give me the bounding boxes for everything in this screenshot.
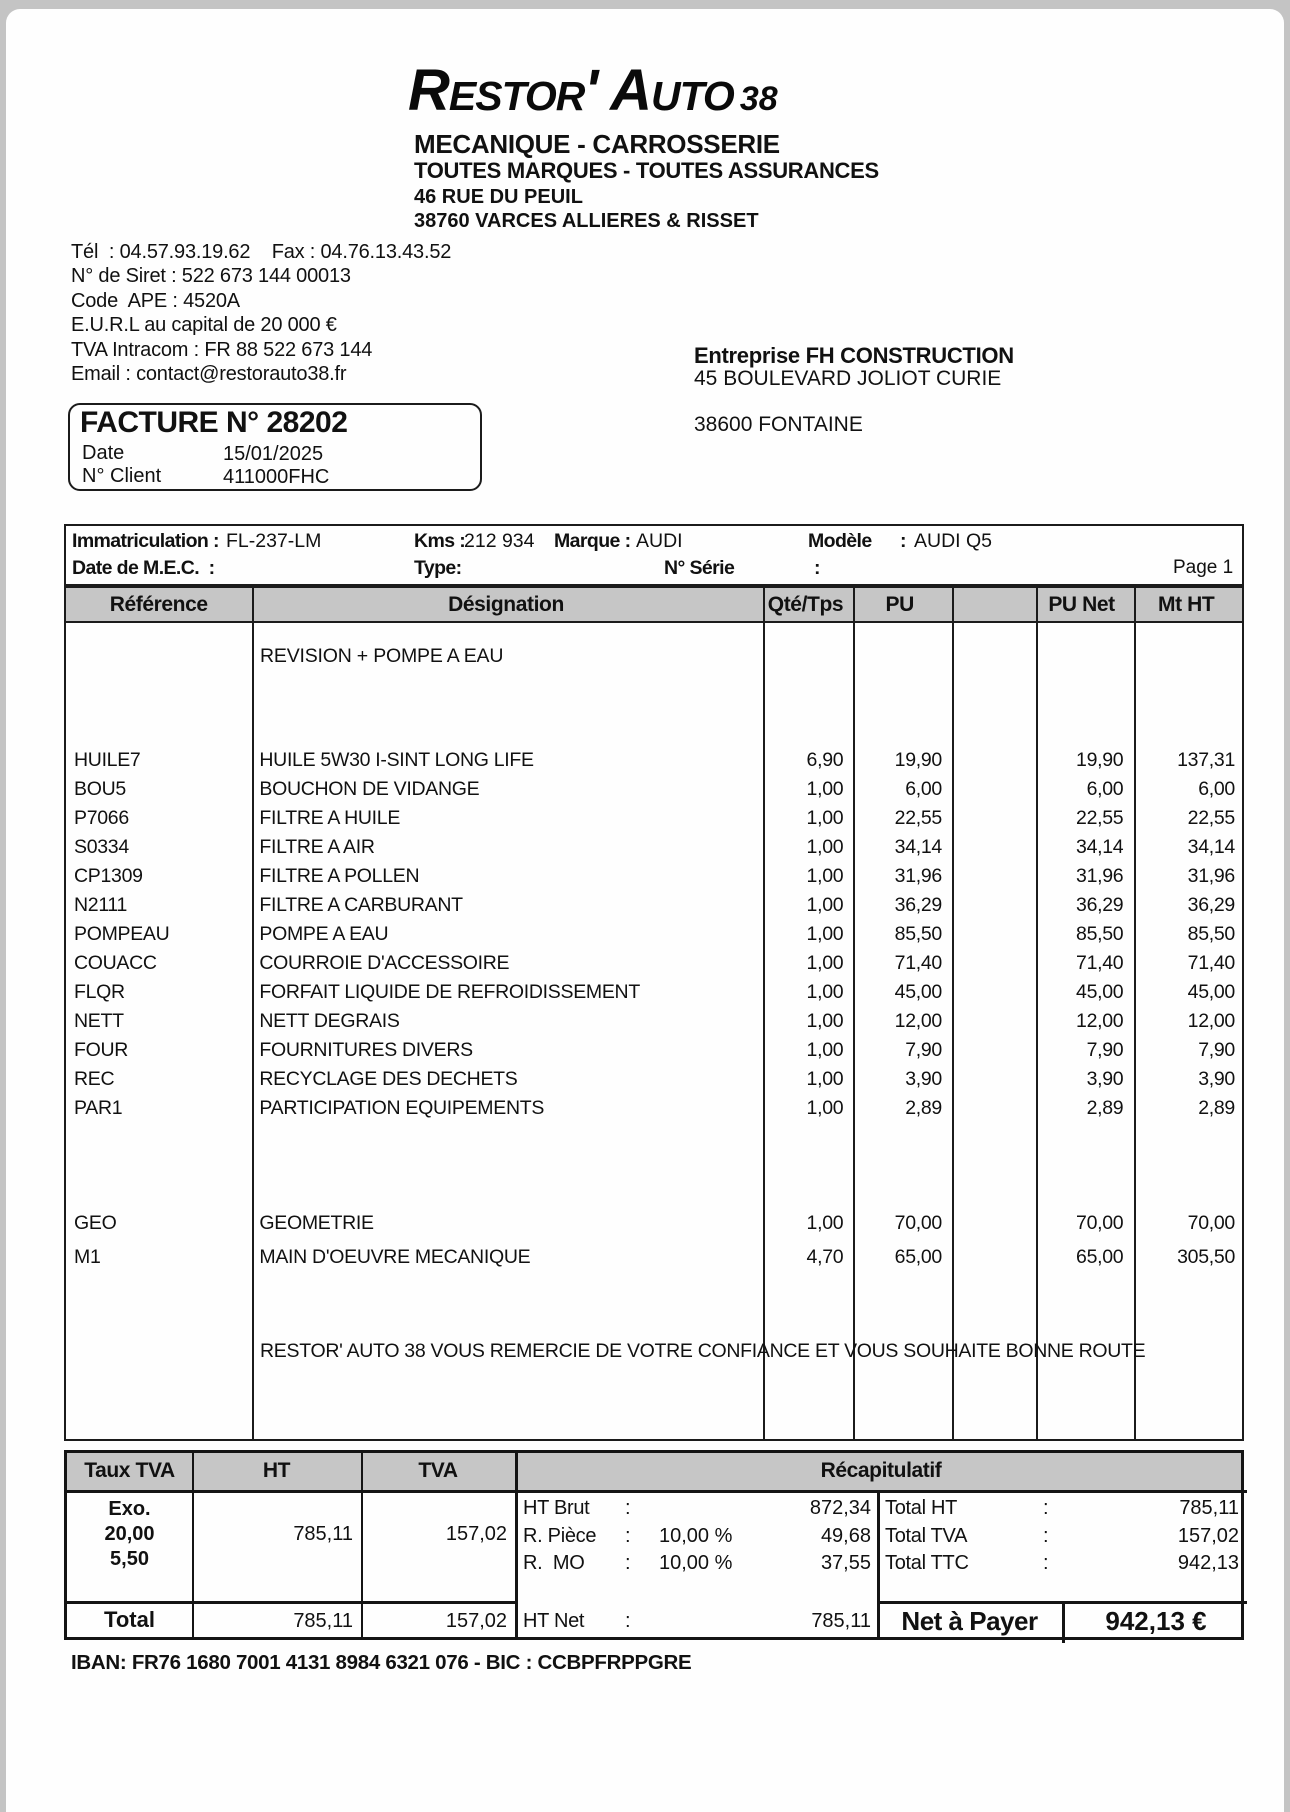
item-blank-cell: [949, 981, 1033, 1010]
item-pu: 3,90: [905, 1068, 942, 1090]
header-pu: PU: [885, 593, 914, 616]
summary-divider: [67, 1490, 1247, 1493]
item-designation: POMPE A EAU: [259, 923, 389, 945]
contact-phone-fax: Tél : 04.57.93.19.62 Fax : 04.76.13.43.52: [71, 241, 452, 263]
tva-amount: 157,02: [445, 1523, 507, 1545]
vehicle-mec-label: Date de M.E.C. :: [72, 557, 215, 579]
item-reference: FOUR: [74, 1039, 129, 1061]
item-mt-ht: 12,00: [1187, 1010, 1235, 1032]
ht-net-row: HT Net : 785,11: [523, 1610, 871, 1632]
item-qty: 1,00: [806, 952, 844, 974]
item-reference: S0334: [74, 836, 129, 858]
contact-ape: Code APE : 4520A: [71, 289, 240, 312]
customer-name: Entreprise FH CONSTRUCTION: [694, 343, 1014, 368]
item-pu-net: 71,40: [1076, 952, 1124, 974]
items-extra: [66, 1212, 1242, 1280]
brand-logo: [408, 57, 778, 124]
header-pu-net: PU Net: [1048, 593, 1115, 616]
item-reference: POMPEAU: [74, 923, 170, 945]
item-mt-ht: 31,96: [1187, 865, 1235, 887]
item-designation: RECYCLAGE DES DECHETS: [259, 1068, 518, 1090]
item-pu: 71,40: [894, 952, 942, 974]
item-reference: FLQR: [74, 981, 125, 1003]
item-blank-cell: [949, 778, 1033, 807]
item-pu: 6,00: [905, 778, 942, 800]
invoice-date-label: Date: [82, 442, 125, 464]
summary-header-tva: TVA: [418, 1459, 458, 1482]
item-mt-ht: 45,00: [1187, 981, 1235, 1003]
vehicle-immatriculation-label: Immatriculation :: [72, 530, 219, 552]
customer-city: 38600 FONTAINE: [694, 413, 863, 436]
contact-capital: E.U.R.L au capital de 20 000 €: [71, 314, 337, 337]
contact-tva: TVA Intracom : FR 88 522 673 144: [71, 338, 373, 361]
item-blank-cell: [949, 952, 1033, 981]
item-qty: 1,00: [806, 865, 844, 887]
item-blank-cell: [949, 923, 1033, 952]
item-reference: BOU5: [74, 778, 126, 800]
recap-row-total-tva: Total TVA : 157,02: [885, 1524, 1239, 1547]
contact-siret: N° de Siret : 522 673 144 00013: [71, 265, 351, 288]
invoice-title: FACTURE N° 28202: [80, 406, 348, 439]
item-mt-ht: 70,00: [1187, 1212, 1235, 1234]
vehicle-serie-label: N° Série: [664, 557, 735, 579]
item-blank-cell: [949, 1068, 1033, 1097]
item-designation: FOURNITURES DIVERS: [259, 1039, 473, 1061]
item-designation: FORFAIT LIQUIDE DE REFROIDISSEMENT: [259, 981, 640, 1003]
header-reference: Référence: [109, 593, 208, 616]
item-mt-ht: 305,50: [1177, 1246, 1235, 1268]
item-pu-net: 12,00: [1076, 1010, 1124, 1032]
table-row: [66, 952, 1242, 981]
tax-rate: Exo.: [108, 1498, 151, 1520]
item-pu: 7,90: [905, 1039, 942, 1061]
summary-divider: [515, 1453, 518, 1637]
item-pu: 70,00: [894, 1212, 942, 1234]
invoice-client-label: N° Client: [82, 465, 162, 487]
table-row: [66, 778, 1242, 807]
summary-header-taux-tva: Taux TVA: [84, 1459, 175, 1482]
recap-row-total-ht: Total HT : 785,11: [885, 1497, 1239, 1519]
vehicle-immatriculation-value: FL-237-LM: [226, 530, 322, 552]
item-designation: MAIN D'OEUVRE MECANIQUE: [259, 1246, 531, 1268]
item-blank-cell: [949, 807, 1033, 836]
item-mt-ht: 22,55: [1187, 807, 1235, 829]
header-mt-ht: Mt HT: [1158, 593, 1215, 616]
item-qty: 1,00: [806, 923, 844, 945]
vehicle-modele-colon: :: [900, 530, 907, 552]
item-pu: 22,55: [894, 807, 942, 829]
recap-row-total-ttc: Total TTC : 942,13: [885, 1552, 1239, 1574]
recap-left-block: [523, 1497, 871, 1580]
item-pu-net: 7,90: [1086, 1039, 1124, 1061]
vehicle-type-label: Type:: [414, 557, 462, 579]
item-reference: N2111: [74, 894, 128, 916]
item-qty: 1,00: [806, 1039, 844, 1061]
customer-address: 45 BOULEVARD JOLIOT CURIE: [694, 367, 1002, 390]
item-reference: PAR1: [74, 1097, 123, 1119]
table-row: [66, 1246, 1242, 1275]
invoice-number-box: [68, 403, 482, 491]
item-qty: 6,90: [806, 749, 844, 771]
table-row: [66, 894, 1242, 923]
vehicle-modele-label: Modèle: [808, 530, 872, 552]
total-ht-amount: 785,11: [293, 1610, 353, 1632]
tax-rates-column: [67, 1497, 192, 1572]
item-pu: 85,50: [894, 923, 942, 945]
summary-header-recapitulatif: Récapitulatif: [820, 1459, 942, 1482]
item-blank-cell: [949, 865, 1033, 894]
contact-email: Email : contact@restorauto38.fr: [71, 363, 347, 386]
summary-divider: [67, 1601, 515, 1604]
item-mt-ht: 2,89: [1198, 1097, 1235, 1119]
net-a-payer-label: Net à Payer: [877, 1601, 1065, 1643]
item-pu: 19,90: [894, 749, 942, 771]
item-reference: COUACC: [74, 952, 157, 974]
item-pu-net: 31,96: [1076, 865, 1124, 887]
item-designation: FILTRE A CARBURANT: [259, 894, 463, 916]
item-pu-net: 45,00: [1076, 981, 1124, 1003]
item-qty: 1,00: [806, 807, 844, 829]
table-row: [66, 807, 1242, 836]
item-pu: 36,29: [894, 894, 942, 916]
item-pu-net: 85,50: [1076, 923, 1124, 945]
net-a-payer-amount: 942,13 €: [1105, 1606, 1207, 1636]
recap-right-block: [885, 1497, 1239, 1580]
item-qty: 1,00: [806, 836, 844, 858]
item-qty: 1,00: [806, 1068, 844, 1090]
company-contact-block: [71, 240, 451, 386]
table-row: [66, 865, 1242, 894]
item-mt-ht: 36,29: [1187, 894, 1235, 916]
item-pu: 65,00: [894, 1246, 942, 1268]
item-pu-net: 36,29: [1076, 894, 1124, 916]
item-designation: HUILE 5W30 I-SINT LONG LIFE: [259, 749, 534, 771]
items-main: [66, 749, 1242, 1126]
table-row: [66, 836, 1242, 865]
item-designation: FILTRE A AIR: [259, 836, 375, 858]
items-table: [64, 586, 1244, 1441]
header-blank: [949, 588, 1033, 621]
vehicle-serie-colon: :: [814, 557, 821, 579]
table-row: [66, 923, 1242, 952]
vehicle-marque-label: Marque :: [554, 530, 631, 552]
vehicle-marque-value: AUDI: [636, 530, 683, 552]
item-reference: M1: [74, 1246, 101, 1268]
item-reference: GEO: [74, 1212, 117, 1234]
item-pu: 31,96: [894, 865, 942, 887]
table-row: [66, 749, 1242, 778]
item-qty: 1,00: [806, 981, 844, 1003]
table-row: [66, 981, 1242, 1010]
brand-subtitle-marques: TOUTES MARQUES - TOUTES ASSURANCES: [414, 158, 879, 183]
item-pu-net: 70,00: [1076, 1212, 1124, 1234]
item-blank-cell: [949, 1246, 1033, 1275]
summary-header-ht: HT: [262, 1459, 291, 1482]
item-qty: 1,00: [806, 1010, 844, 1032]
item-designation: BOUCHON DE VIDANGE: [259, 778, 480, 800]
item-pu: 45,00: [894, 981, 942, 1003]
item-blank-cell: [949, 1039, 1033, 1068]
item-qty: 1,00: [806, 894, 844, 916]
item-mt-ht: 137,31: [1177, 749, 1235, 771]
item-mt-ht: 3,90: [1198, 1068, 1235, 1090]
invoice-date-value: 15/01/2025: [223, 443, 324, 465]
item-reference: P7066: [74, 807, 129, 829]
item-blank-cell: [949, 749, 1033, 778]
item-pu: 34,14: [894, 836, 942, 858]
item-pu-net: 3,90: [1086, 1068, 1124, 1090]
page-number: Page 1: [1173, 557, 1234, 578]
item-designation: COURROIE D'ACCESSOIRE: [259, 952, 510, 974]
item-blank-cell: [949, 836, 1033, 865]
item-designation: FILTRE A POLLEN: [259, 865, 420, 887]
company-street: 46 RUE DU PEUIL: [414, 186, 583, 208]
vehicle-info-box: [64, 524, 1244, 586]
item-qty: 1,00: [806, 778, 844, 800]
item-mt-ht: 85,50: [1187, 923, 1235, 945]
item-mt-ht: 71,40: [1187, 952, 1235, 974]
item-designation: NETT DEGRAIS: [259, 1010, 400, 1032]
scanned-page: [6, 9, 1284, 1812]
vehicle-kms-label: Kms :: [414, 530, 466, 552]
item-designation: PARTICIPATION EQUIPEMENTS: [259, 1097, 545, 1119]
table-row: [66, 1010, 1242, 1039]
item-reference: NETT: [74, 1010, 124, 1032]
ht-amount: 785,11: [293, 1523, 353, 1545]
item-qty: 1,00: [806, 1212, 844, 1234]
table-row: [66, 1212, 1242, 1241]
item-pu-net: 22,55: [1076, 807, 1124, 829]
recap-row-ht-brut: HT Brut : 872,34: [523, 1497, 871, 1519]
item-pu: 2,89: [905, 1097, 942, 1119]
items-table-header: [66, 588, 1242, 623]
item-qty: 4,70: [806, 1246, 844, 1268]
recap-row-remise-mo: R. MO : 10,00 % 37,55: [523, 1552, 871, 1574]
header-designation: Désignation: [448, 593, 564, 616]
thank-you-note: RESTOR' AUTO 38 VOUS REMERCIE DE VOTRE CONFIANCE ET VOUS SOUHAITE BONNE ROUTE: [260, 1340, 1146, 1362]
item-pu: 12,00: [894, 1010, 942, 1032]
header-qty: Qté/Tps: [767, 593, 844, 616]
invoice-client-value: 411000FHC: [223, 466, 330, 488]
item-reference: HUILE7: [74, 749, 141, 771]
iban-bic-line: IBAN: FR76 1680 7001 4131 8984 6321 076 - BIC : CCBPFRPPGRE: [71, 1651, 692, 1674]
item-reference: REC: [74, 1068, 115, 1090]
item-pu-net: 2,89: [1086, 1097, 1124, 1119]
brand-subtitle-activity: MECANIQUE - CARROSSERIE: [414, 129, 780, 159]
vehicle-kms-value: 212 934: [464, 530, 535, 552]
recap-row-remise-piece: R. Pièce : 10,00 % 49,68: [523, 1524, 871, 1547]
item-pu-net: 19,90: [1076, 749, 1124, 771]
brand-logo-text: Restor' Auto: [408, 58, 734, 123]
item-blank-cell: [949, 1212, 1033, 1241]
brand-logo-suffix: 38: [739, 80, 778, 118]
item-blank-cell: [949, 1097, 1033, 1126]
table-row: [66, 1097, 1242, 1126]
work-description: REVISION + POMPE A EAU: [260, 645, 504, 667]
item-reference: CP1309: [74, 865, 143, 887]
item-pu-net: 65,00: [1076, 1246, 1124, 1268]
item-pu-net: 34,14: [1076, 836, 1124, 858]
total-tva-amount: 157,02: [445, 1610, 507, 1632]
item-designation: FILTRE A HUILE: [259, 807, 401, 829]
item-blank-cell: [949, 1010, 1033, 1039]
table-row: [66, 1068, 1242, 1097]
tax-rate: 20,00: [104, 1523, 155, 1545]
table-row: [66, 1039, 1242, 1068]
item-designation: GEOMETRIE: [259, 1212, 374, 1234]
item-pu-net: 6,00: [1086, 778, 1124, 800]
tax-rate: 5,50: [110, 1548, 149, 1570]
vehicle-modele-value: AUDI Q5: [914, 530, 993, 552]
item-mt-ht: 6,00: [1198, 778, 1235, 800]
item-qty: 1,00: [806, 1097, 844, 1119]
total-row-label: Total: [104, 1607, 155, 1632]
item-mt-ht: 34,14: [1187, 836, 1235, 858]
totals-summary: [64, 1450, 1244, 1640]
item-mt-ht: 7,90: [1198, 1039, 1235, 1061]
item-blank-cell: [949, 894, 1033, 923]
company-city: 38760 VARCES ALLIERES & RISSET: [414, 210, 759, 232]
